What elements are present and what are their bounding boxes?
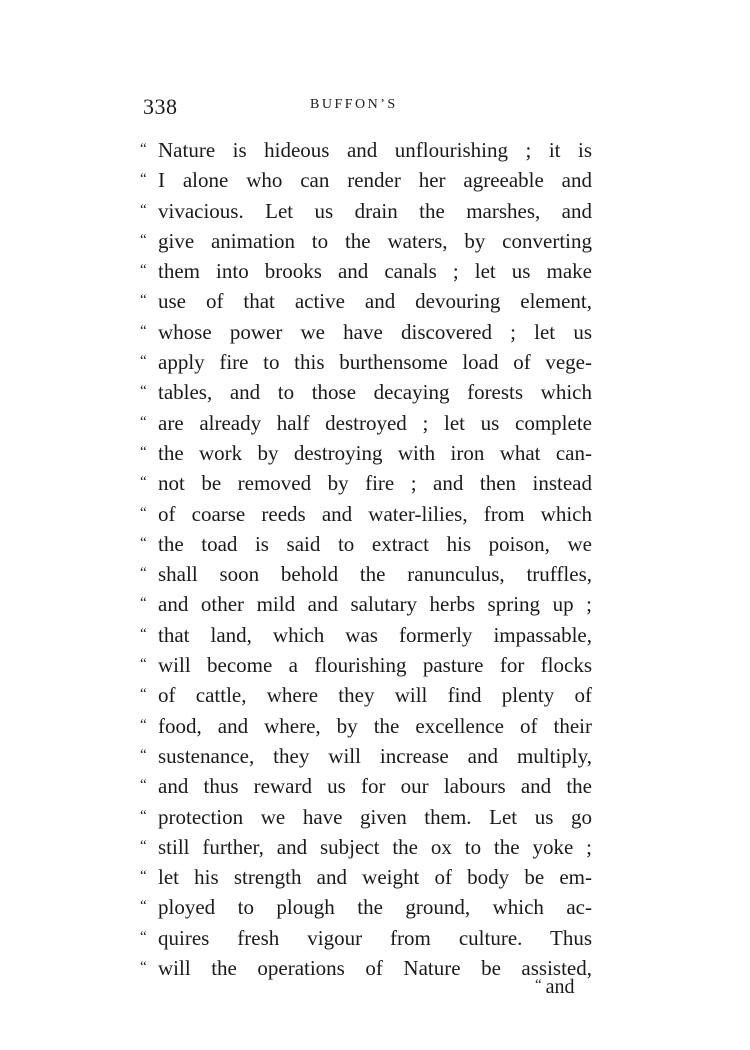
line-text: still further, and subject the ox to the yoke ;: [158, 834, 592, 859]
line-text: the toad is said to extract his poison, we: [158, 531, 592, 556]
quote-mark: “: [140, 777, 147, 794]
text-line: [140, 891, 592, 921]
quote-mark: “: [140, 625, 147, 642]
quote-mark: “: [140, 262, 147, 279]
quote-mark: “: [140, 292, 147, 309]
quote-mark: “: [140, 201, 147, 218]
quote-mark: “: [140, 959, 147, 976]
line-text: shall soon behold the ranunculus, truffles,: [158, 562, 592, 587]
text-line: [140, 437, 592, 467]
text-line: [140, 225, 592, 255]
quote-mark: “: [140, 231, 147, 248]
text-line: [140, 831, 592, 861]
quote-mark: “: [140, 807, 147, 824]
text-line: [140, 770, 592, 800]
line-text: will become a flourishing pasture for flocks: [158, 653, 592, 678]
line-text: use of that active and devouring element,: [158, 289, 592, 314]
quote-mark: “: [140, 141, 147, 157]
line-text: them into brooks and canals ; let us make: [158, 259, 592, 284]
line-text: ployed to plough the ground, which ac-: [158, 895, 592, 920]
text-line: [140, 195, 592, 225]
quote-mark: “: [140, 686, 147, 703]
quote-mark: “: [140, 534, 147, 551]
quote-mark: “: [535, 977, 542, 993]
line-text: not be removed by fire ; and then instead: [158, 471, 592, 496]
line-text: that land, which was formerly impassable,: [158, 622, 592, 647]
text-line: [140, 952, 592, 982]
text-line: [140, 922, 592, 952]
line-text: apply fire to this burthensome load of vege-: [158, 350, 592, 375]
line-text: and thus reward us for our labours and the: [158, 774, 592, 799]
line-text: quires fresh vigour from culture. Thus: [158, 925, 592, 950]
quote-mark: “: [140, 443, 147, 460]
text-line: [140, 164, 592, 194]
quote-mark: “: [140, 171, 147, 188]
quote-mark: “: [140, 413, 147, 430]
text-line: [140, 619, 592, 649]
text-line: [140, 316, 592, 346]
text-line: [140, 861, 592, 891]
text-line: [140, 528, 592, 558]
text-line: [140, 346, 592, 376]
line-text: protection we have given them. Let us go: [158, 804, 592, 829]
line-text: of cattle, where they will find plenty of: [158, 683, 592, 708]
text-line: [140, 558, 592, 588]
quote-mark: “: [140, 353, 147, 370]
quote-mark: “: [140, 474, 147, 491]
line-text: give animation to the waters, by converting: [158, 228, 592, 253]
line-text: tables, and to those decaying forests which: [158, 380, 592, 405]
line-text: and other mild and salutary herbs spring up ;: [158, 592, 592, 617]
quote-mark: “: [140, 322, 147, 339]
quote-mark: “: [140, 565, 147, 582]
text-line: [140, 801, 592, 831]
body-text: [140, 134, 592, 982]
running-head: BUFFON’S: [310, 97, 398, 112]
quote-mark: “: [140, 837, 147, 854]
text-line: [140, 679, 592, 709]
text-line: [140, 649, 592, 679]
text-line: [140, 255, 592, 285]
page-header: [143, 94, 603, 124]
text-line: [140, 134, 592, 164]
quote-mark: “: [140, 716, 147, 733]
quote-mark: “: [140, 898, 147, 915]
line-text: are already half destroyed ; let us complete: [158, 410, 592, 435]
quote-mark: “: [140, 868, 147, 885]
text-line: [140, 376, 592, 406]
quote-mark: “: [140, 595, 147, 612]
line-text: vivacious. Let us drain the marshes, and: [158, 198, 592, 223]
catchword: [535, 976, 575, 999]
quote-mark: “: [140, 928, 147, 945]
text-line: [140, 467, 592, 497]
line-text: let his strength and weight of body be em-: [158, 865, 592, 890]
line-text: whose power we have discovered ; let us: [158, 319, 592, 344]
quote-mark: “: [140, 656, 147, 673]
text-line: [140, 407, 592, 437]
text-line: [140, 498, 592, 528]
text-line: [140, 588, 592, 618]
line-text: sustenance, they will increase and multiply,: [158, 743, 592, 768]
line-text: food, and where, by the excellence of their: [158, 713, 592, 738]
line-text: will the operations of Nature be assisted,: [158, 956, 592, 981]
line-text: of coarse reeds and water-lilies, from which: [158, 501, 592, 526]
line-text: I alone who can render her agreeable and: [158, 168, 592, 193]
line-text: Nature is hideous and unflourishing ; it is: [158, 138, 592, 162]
quote-mark: “: [140, 504, 147, 521]
catchword-text: and: [545, 976, 575, 998]
quote-mark: “: [140, 383, 147, 400]
text-line: [140, 740, 592, 770]
quote-mark: “: [140, 746, 147, 763]
page-number: 338: [143, 94, 178, 119]
line-text: the work by destroying with iron what can-: [158, 440, 592, 465]
text-line: [140, 285, 592, 315]
text-line: [140, 710, 592, 740]
